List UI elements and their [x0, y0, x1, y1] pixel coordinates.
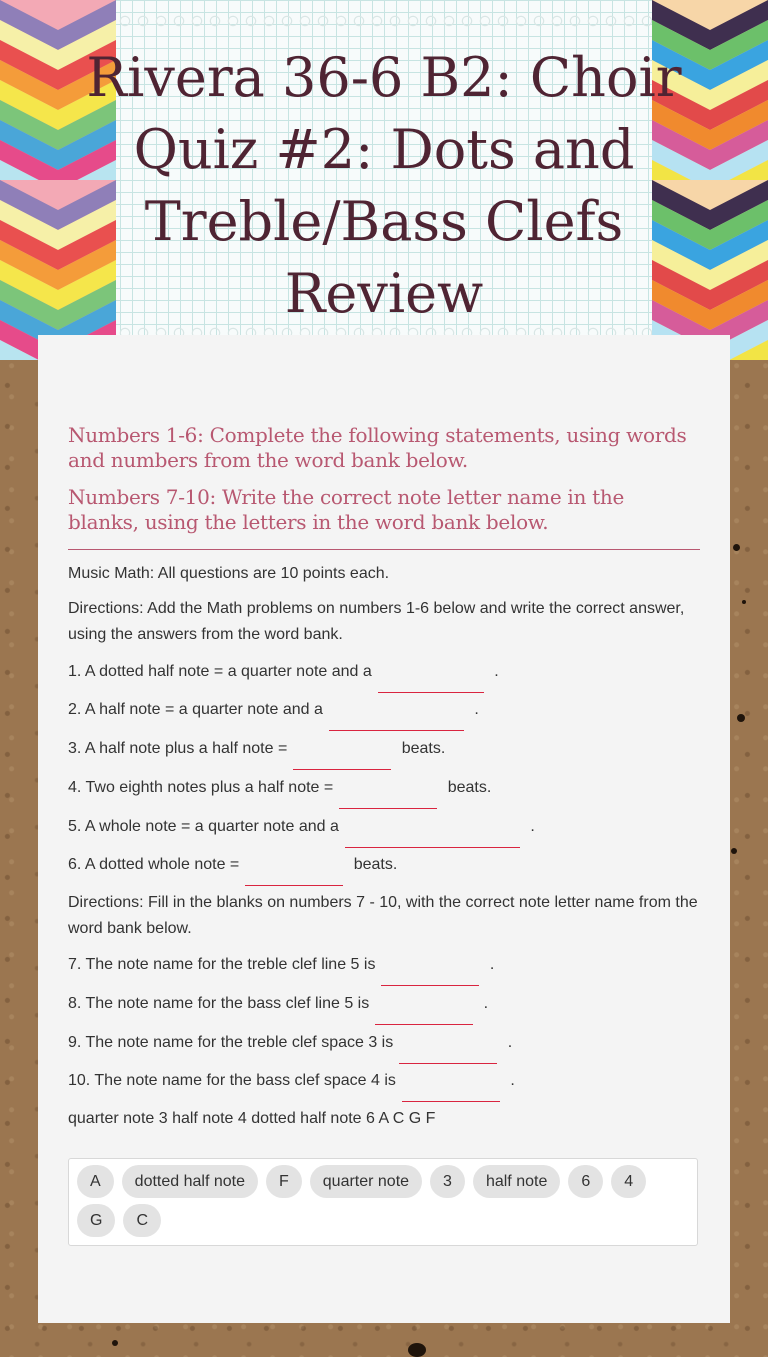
background-speck	[733, 544, 740, 551]
instructions-1-6: Numbers 1-6: Complete the following statements, using words and numbers from the word bank below.	[68, 423, 687, 472]
background-speck	[408, 1343, 426, 1357]
answer-drop-zone-7[interactable]	[381, 961, 479, 986]
question-10-after: .	[510, 1072, 515, 1089]
question-2	[68, 697, 708, 723]
question-4-text: 4. Two eighth notes plus a half note =	[68, 779, 334, 796]
question-9	[68, 1030, 708, 1056]
question-1-after: .	[494, 663, 499, 680]
question-5-after: .	[530, 818, 535, 835]
question-9-after: .	[507, 1034, 513, 1051]
word-chip-quarter-note[interactable]: quarter note	[310, 1165, 422, 1198]
background-speck	[112, 1340, 118, 1346]
worksheet-card	[38, 335, 730, 1323]
question-3-text: 3. A half note plus a half note =	[68, 740, 288, 757]
answer-drop-zone-6[interactable]	[245, 861, 343, 886]
question-7-text: 7. The note name for the treble clef line 5 is	[68, 956, 376, 973]
music-math-note: Music Math: All questions are 10 points each.	[68, 565, 390, 582]
header-banner	[0, 0, 768, 360]
word-bank	[68, 1158, 698, 1246]
question-2-after: .	[474, 701, 479, 718]
word-chip-dotted-half-note[interactable]: dotted half note	[122, 1165, 258, 1198]
answer-drop-zone-9[interactable]	[399, 1039, 497, 1064]
page-title: Rivera 36-6 B2: Choir Quiz #2: Dots and Treble/Bass Clefs Review	[86, 46, 682, 325]
question-4-after: beats.	[447, 779, 492, 796]
question-6-text: 6. A dotted whole note =	[68, 856, 240, 873]
question-5-text: 5. A whole note = a quarter note and a	[68, 818, 339, 835]
question-6	[68, 852, 708, 878]
answer-drop-zone-2[interactable]	[329, 706, 464, 731]
answer-drop-zone-8[interactable]	[375, 1000, 473, 1025]
question-6-after: beats.	[353, 856, 398, 873]
directions-2: Directions: Fill in the blanks on numbers 7 - 10, with the correct note letter name from the word bank below.	[68, 894, 698, 937]
notebook-holes-top	[116, 14, 652, 28]
word-list-text: quarter note 3 half note 4 dotted half note 6 A C G F	[68, 1110, 436, 1127]
question-10	[68, 1068, 708, 1094]
word-chip-a[interactable]: A	[77, 1165, 114, 1198]
question-3	[68, 736, 708, 762]
answer-drop-zone-1[interactable]	[378, 668, 484, 693]
question-5	[68, 814, 708, 840]
word-chip-f[interactable]: F	[266, 1165, 302, 1198]
instructions	[68, 423, 700, 547]
question-1	[68, 659, 708, 685]
question-2-text: 2. A half note = a quarter note and a	[68, 701, 323, 718]
question-7-after: .	[489, 956, 495, 973]
instructions-7-10: Numbers 7-10: Write the correct note letter name in the blanks, using the letters in the word bank below.	[68, 485, 625, 534]
question-10-text: 10. The note name for the bass clef space 4 is	[68, 1072, 396, 1089]
background-speck	[742, 600, 746, 604]
question-3-after: beats.	[401, 740, 446, 757]
word-chip-half-note[interactable]: half note	[473, 1165, 560, 1198]
word-chip-g[interactable]: G	[77, 1204, 115, 1237]
question-8-after: .	[483, 995, 489, 1012]
question-4	[68, 775, 708, 801]
background-speck	[731, 848, 737, 854]
background-speck	[737, 714, 745, 722]
answer-drop-zone-3[interactable]	[293, 745, 391, 770]
answer-drop-zone-4[interactable]	[339, 784, 437, 809]
word-chip-4[interactable]: 4	[611, 1165, 646, 1198]
answer-drop-zone-10[interactable]	[402, 1077, 500, 1102]
answer-drop-zone-5[interactable]	[345, 823, 520, 848]
directions-1: Directions: Add the Math problems on numbers 1-6 below and write the correct answer, using the answers from the word bank.	[68, 600, 685, 643]
question-1-text: 1. A dotted half note = a quarter note and a	[68, 663, 372, 680]
word-chip-6[interactable]: 6	[568, 1165, 603, 1198]
question-9-text: 9. The note name for the treble clef space 3 is	[68, 1034, 394, 1051]
word-chip-c[interactable]: C	[123, 1204, 161, 1237]
question-8	[68, 991, 708, 1017]
question-8-text: 8. The note name for the bass clef line 5 is	[68, 995, 370, 1012]
divider	[68, 549, 700, 550]
word-chip-3[interactable]: 3	[430, 1165, 465, 1198]
question-7	[68, 952, 708, 978]
